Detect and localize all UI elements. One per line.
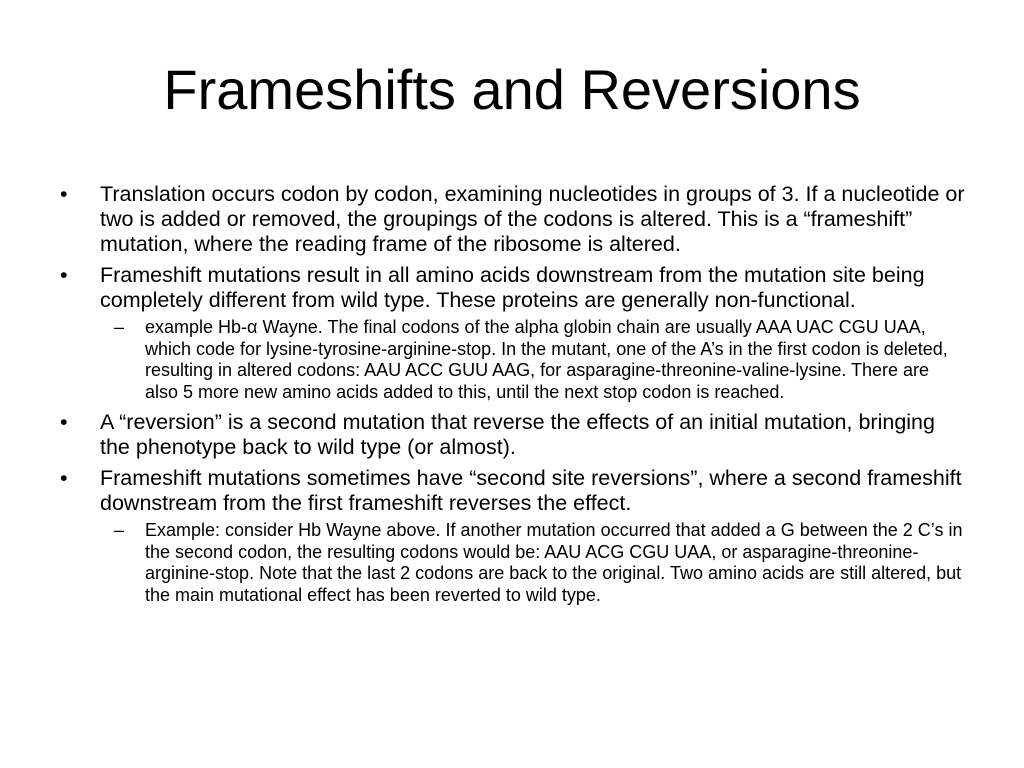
bullet-item (58, 182, 968, 257)
bullet-marker: • (60, 410, 68, 434)
sub-bullet-text: Example: consider Hb Wayne above. If another mutation occurred that added a G between the 2 C’s in the second codon, the resulting codons would be: AAU ACG CGU UAA, or asparagine-threonine-arginine-stop. Note that the last 2 codons are back to the original. Two amino acids are still altered, but the main mutational effect has been reverted to wild type. (145, 520, 963, 605)
sub-bullet-marker: – (114, 317, 125, 337)
bullet-text: Frameshift mutations result in all amino acids downstream from the mutation site being completely different from wild type. These proteins are generally non-functional. (100, 263, 925, 312)
bullet-text: A “reversion” is a second mutation that reverse the effects of an initial mutation, bringing the phenotype back to wild type (or almost). (100, 410, 935, 459)
bullet-text: Frameshift mutations sometimes have “second site reversions”, where a second frameshift downstream from the first frameshift reverses the effect. (100, 466, 962, 515)
bullet-marker: • (60, 466, 68, 490)
sub-bullet-marker: – (114, 520, 125, 540)
sub-bullet-text: example Hb-α Wayne. The final codons of the alpha globin chain are usually AAA UAC CGU UAA, which code for lysine-tyrosine-arginine-stop. In the mutant, one of the A’s in the first codon is deleted, resulting in altered codons: AAU ACC GUU AAG, for asparagine-threonine-valine-lysine. There are also 5 more new amino acids added to this, until the next stop codon is reached. (145, 317, 948, 402)
bullet-item (58, 466, 968, 516)
bullet-marker: • (60, 182, 68, 206)
sub-bullet-item (114, 520, 968, 606)
slide-content (58, 182, 968, 613)
slide-title: Frameshifts and Reversions (163, 58, 861, 121)
bullet-item (58, 263, 968, 313)
sub-bullet-item (114, 317, 968, 403)
bullet-text: Translation occurs codon by codon, examining nucleotides in groups of 3. If a nucleotide or two is added or removed, the groupings of the codons is altered. This is a “frameshift” mutation, where the reading frame of the ribosome is altered. (100, 182, 965, 256)
bullet-marker: • (60, 263, 68, 287)
bullet-item (58, 410, 968, 460)
